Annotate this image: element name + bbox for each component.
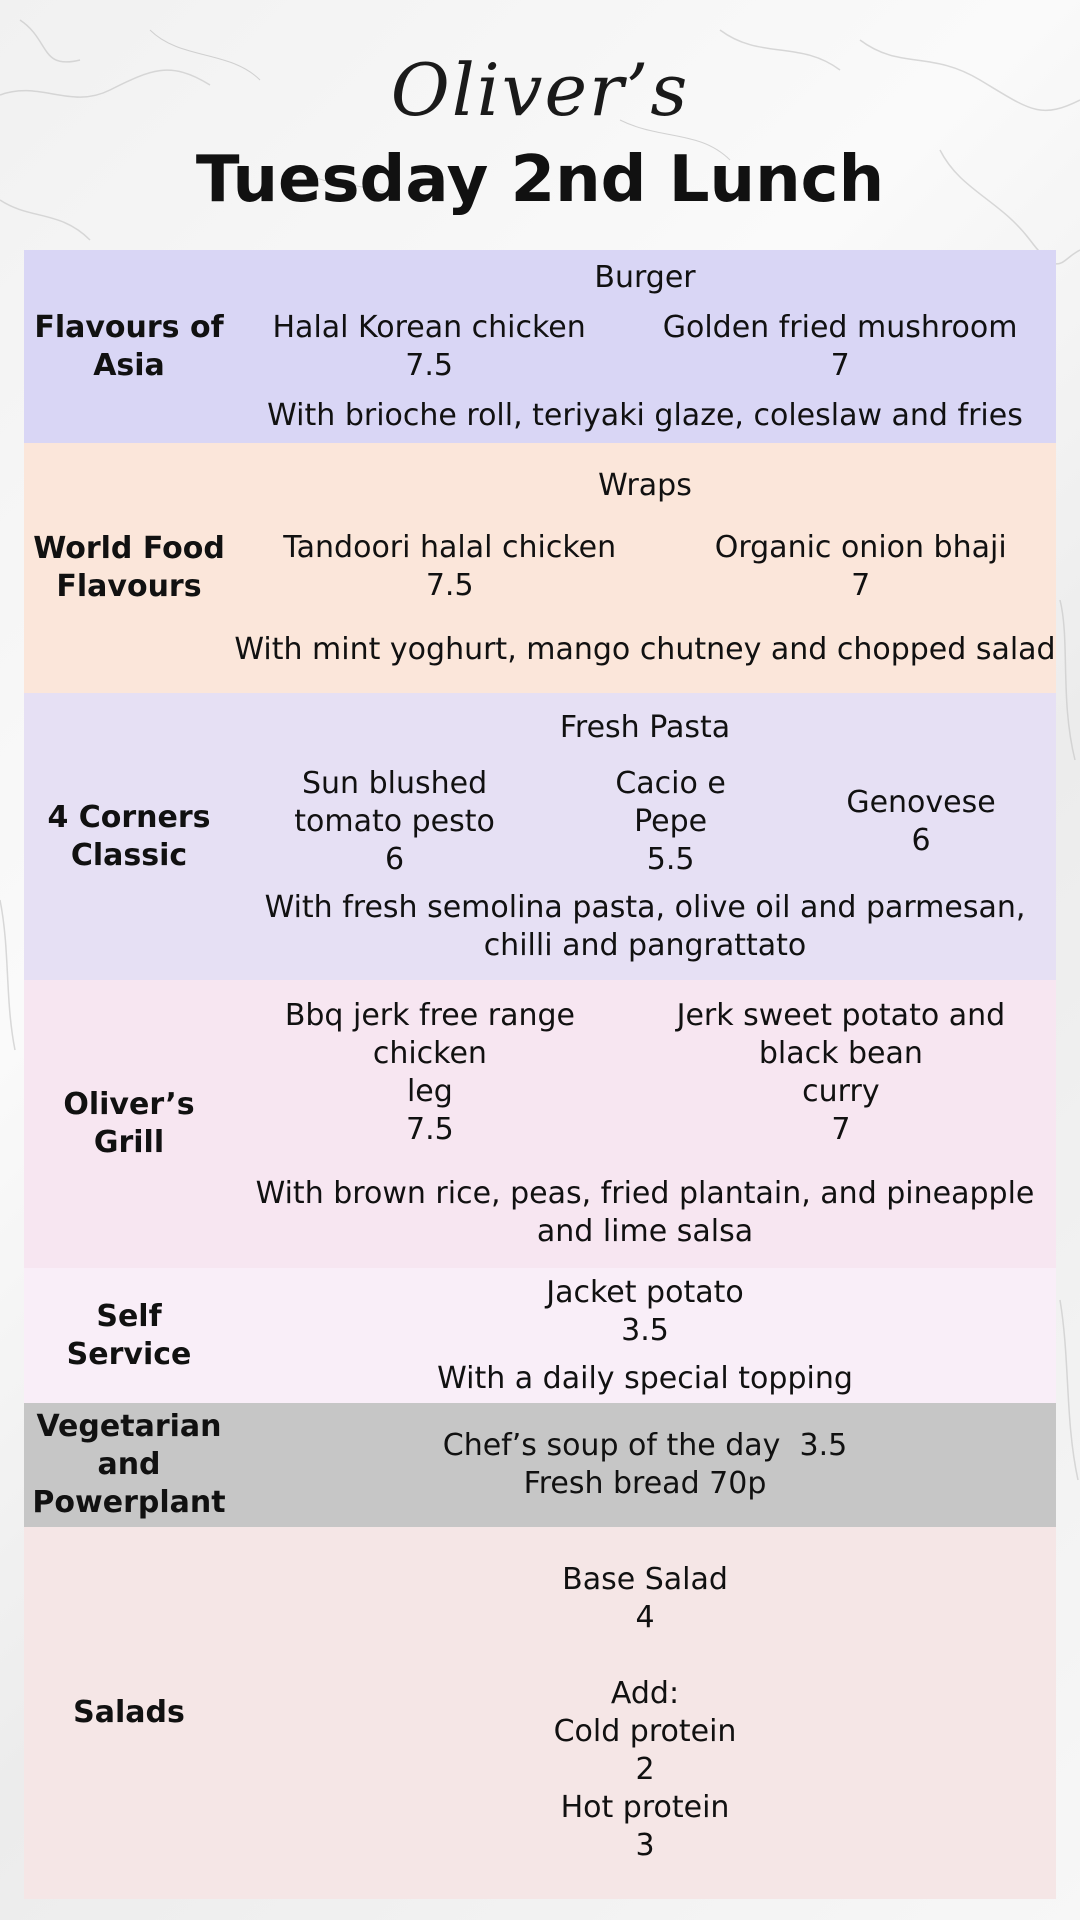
section-title: Burger bbox=[594, 259, 696, 295]
category-label: Oliver’s Grill bbox=[63, 1087, 195, 1160]
menu-item bbox=[663, 309, 1018, 385]
item-price: 6 bbox=[385, 841, 405, 877]
section-flavours-of-asia bbox=[24, 250, 1056, 443]
menu-item bbox=[846, 784, 995, 860]
menu-item bbox=[294, 765, 495, 879]
section-description: With mint yoghurt, mango chutney and chopped salad bbox=[234, 632, 1056, 667]
section-vegetarian-powerplant bbox=[24, 1403, 1056, 1527]
description-line: chilli and pangrattato bbox=[483, 927, 807, 963]
add-label: Add: bbox=[610, 1676, 680, 1711]
menu-item bbox=[615, 765, 726, 879]
item-name: Genovese bbox=[846, 784, 996, 820]
section-title: Wraps bbox=[598, 468, 692, 503]
section-content bbox=[234, 1268, 1056, 1403]
category-label: Self Service bbox=[66, 1298, 192, 1372]
item-list bbox=[234, 765, 1056, 879]
section-content bbox=[234, 250, 1056, 443]
item-name: chicken bbox=[372, 1036, 487, 1071]
item-name: Cold protein bbox=[553, 1714, 737, 1749]
section-content bbox=[234, 980, 1056, 1268]
item-list bbox=[234, 309, 1056, 385]
section-self-service bbox=[24, 1268, 1056, 1403]
category-label: Vegetarian and Powerplant bbox=[32, 1409, 226, 1520]
item-name: Golden fried mushroom bbox=[662, 309, 1018, 345]
section-description bbox=[265, 889, 1026, 965]
item-name: Cacio e bbox=[615, 765, 726, 801]
item-price: 3 bbox=[635, 1828, 655, 1863]
item-list bbox=[234, 997, 1056, 1149]
section-olivers-grill bbox=[24, 980, 1056, 1268]
section-description: With a daily special topping bbox=[437, 1360, 853, 1396]
item-price: 7.5 bbox=[425, 568, 474, 603]
description-line: and lime salsa bbox=[536, 1214, 754, 1249]
soup-line: Chef’s soup of the day 3.5 bbox=[442, 1428, 848, 1463]
page-title: Tuesday 2nd Lunch bbox=[195, 143, 885, 217]
menu-header bbox=[0, 40, 1080, 220]
category-label: Flavours of Asia bbox=[34, 309, 224, 383]
item-name: Jacket potato bbox=[546, 1274, 744, 1310]
item-price: 2 bbox=[635, 1752, 655, 1787]
item-price: 7 bbox=[851, 568, 871, 603]
section-salads bbox=[24, 1527, 1056, 1899]
brand-logo: Oliver’s bbox=[390, 48, 690, 132]
item-name: leg bbox=[406, 1074, 453, 1109]
section-world-food-flavours bbox=[24, 443, 1056, 693]
section-content bbox=[234, 443, 1056, 693]
item-price: 5.5 bbox=[646, 841, 695, 877]
item-price: 7.5 bbox=[406, 1112, 454, 1147]
category-label: World Food Flavours bbox=[33, 531, 225, 604]
item-price: 4 bbox=[635, 1600, 655, 1635]
menu-item bbox=[715, 529, 1007, 605]
section-4-corners-classic bbox=[24, 693, 1056, 980]
description-line: With brown rice, peas, fried plantain, and pineapple bbox=[255, 1176, 1035, 1211]
item-price: 3.5 bbox=[621, 1312, 669, 1348]
item-name: Bbq jerk free range bbox=[284, 998, 575, 1033]
menu-item bbox=[283, 529, 616, 605]
description-line: With fresh semolina pasta, olive oil and parmesan, bbox=[264, 889, 1026, 925]
item-price: 6 bbox=[911, 822, 931, 858]
section-content bbox=[234, 1527, 1056, 1899]
bread-line: Fresh bread 70p bbox=[523, 1466, 767, 1501]
item-name: Jerk sweet potato and bbox=[676, 998, 1006, 1033]
item-name: black bean bbox=[758, 1036, 923, 1071]
item-name: tomato pesto bbox=[294, 803, 495, 839]
section-title: Fresh Pasta bbox=[559, 709, 731, 745]
item-name: Tandoori halal chicken bbox=[283, 530, 617, 565]
item-name: Base Salad bbox=[562, 1562, 728, 1597]
menu-item bbox=[677, 997, 1006, 1149]
section-content bbox=[234, 693, 1056, 980]
category-label: Salads bbox=[73, 1695, 185, 1730]
item-name: Organic onion bhaji bbox=[714, 530, 1007, 565]
menu-item bbox=[285, 997, 575, 1149]
item-list bbox=[234, 529, 1056, 605]
section-content bbox=[234, 1403, 1056, 1527]
menu-table bbox=[24, 250, 1056, 1899]
item-name: Halal Korean chicken bbox=[272, 309, 586, 345]
item-name: Hot protein bbox=[560, 1790, 730, 1825]
item-name: Pepe bbox=[634, 803, 708, 839]
item-price: 7.5 bbox=[405, 347, 453, 383]
section-description: With brioche roll, teriyaki glaze, coleslaw and fries bbox=[267, 397, 1023, 433]
menu-item bbox=[273, 309, 586, 385]
item-price: 7 bbox=[831, 1112, 851, 1147]
item-name: Sun blushed bbox=[301, 765, 488, 801]
category-label: 4 Corners Classic bbox=[47, 799, 211, 873]
item-price: 7 bbox=[830, 347, 850, 383]
item-name: curry bbox=[802, 1074, 880, 1109]
section-description bbox=[256, 1175, 1035, 1251]
